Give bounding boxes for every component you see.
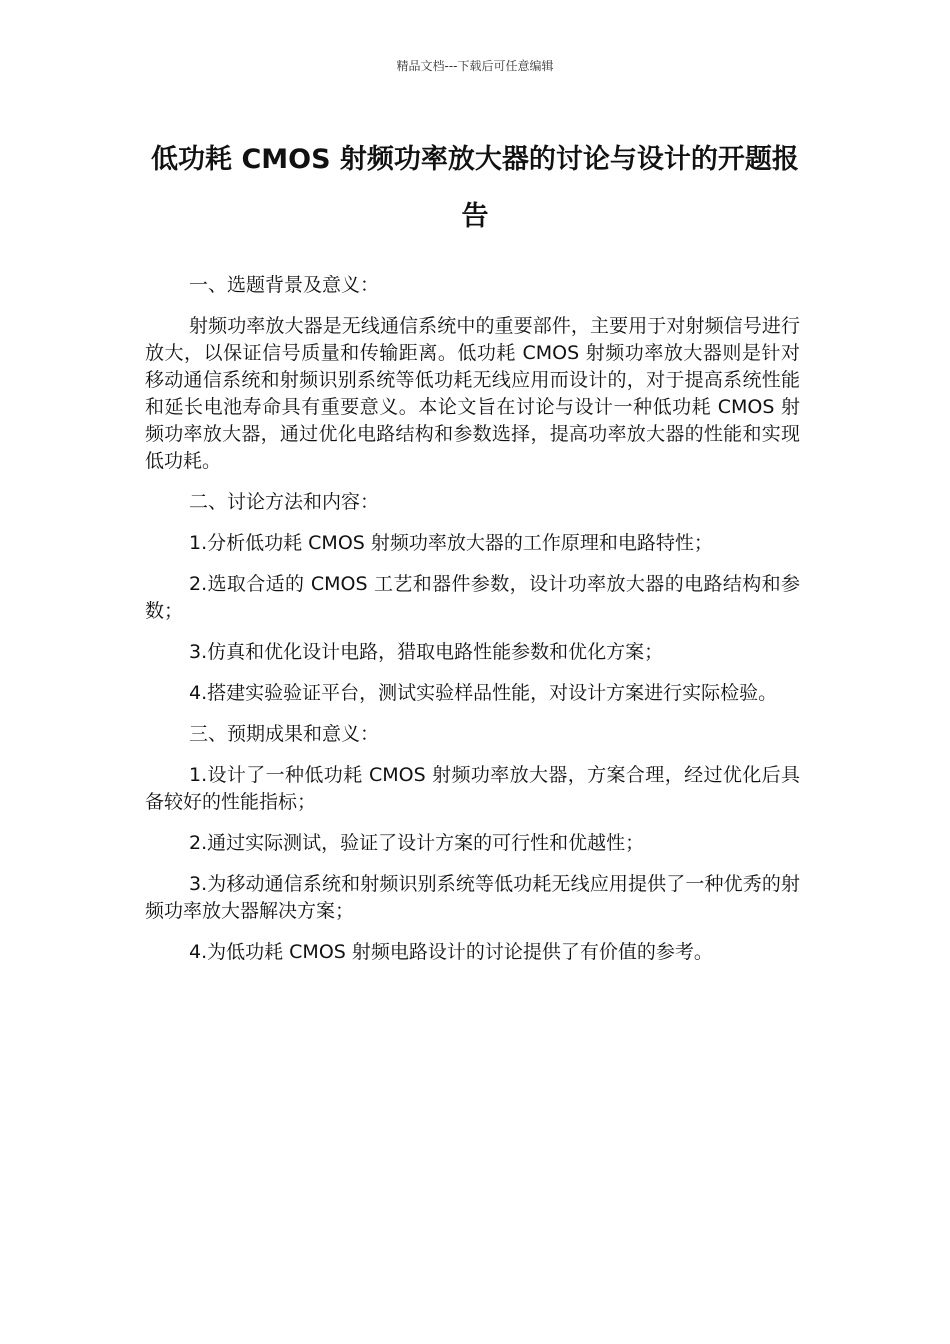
- section-heading-methods: 二、讨论方法和内容：: [189, 491, 380, 513]
- list-item-outcome-1: 1.设计了一种低功耗 CMOS 射频功率放大器，方案合理，经过优化后具备较好的性能指标；: [145, 764, 800, 813]
- paragraph-background: 射频功率放大器是无线通信系统中的重要部件，主要用于对射频信号进行放大，以保证信号质量和传输距离。低功耗 CMOS 射频功率放大器则是针对移动通信系统和射频识别系统等低功耗无线应用而设计的，对于提高系统性能和延长电池寿命具有重要意义。本论文旨在讨论与设计一种低功耗 CMOS 射频功率放大器，通过优化电路结构和参数选择，提高功率放大器的性能和实现低功耗。: [145, 315, 800, 472]
- list-item-method-2: 2.选取合适的 CMOS 工艺和器件参数，设计功率放大器的电路结构和参数；: [145, 573, 800, 622]
- list-item-method-4: 4.搭建实验验证平台，测试实验样品性能，对设计方案进行实际检验。: [189, 682, 778, 704]
- section-heading-background: 一、选题背景及意义：: [189, 274, 380, 296]
- list-item-outcome-3: 3.为移动通信系统和射频识别系统等低功耗无线应用提供了一种优秀的射频功率放大器解决方案；: [145, 873, 800, 922]
- document-body: [145, 272, 800, 980]
- document-title: 低功耗 CMOS 射频功率放大器的讨论与设计的开题报告: [151, 144, 799, 232]
- list-item-method-3: 3.仿真和优化设计电路，猎取电路性能参数和优化方案；: [189, 641, 664, 663]
- list-item-outcome-2: 2.通过实际测试，验证了设计方案的可行性和优越性；: [189, 832, 645, 854]
- section-heading-outcomes: 三、预期成果和意义：: [189, 723, 380, 745]
- list-item-method-1: 1.分析低功耗 CMOS 射频功率放大器的工作原理和电路特性；: [189, 532, 713, 554]
- list-item-outcome-4: 4.为低功耗 CMOS 射频电路设计的讨论提供了有价值的参考。: [189, 941, 713, 963]
- header-note: 精品文档---下载后可任意编辑: [396, 59, 554, 73]
